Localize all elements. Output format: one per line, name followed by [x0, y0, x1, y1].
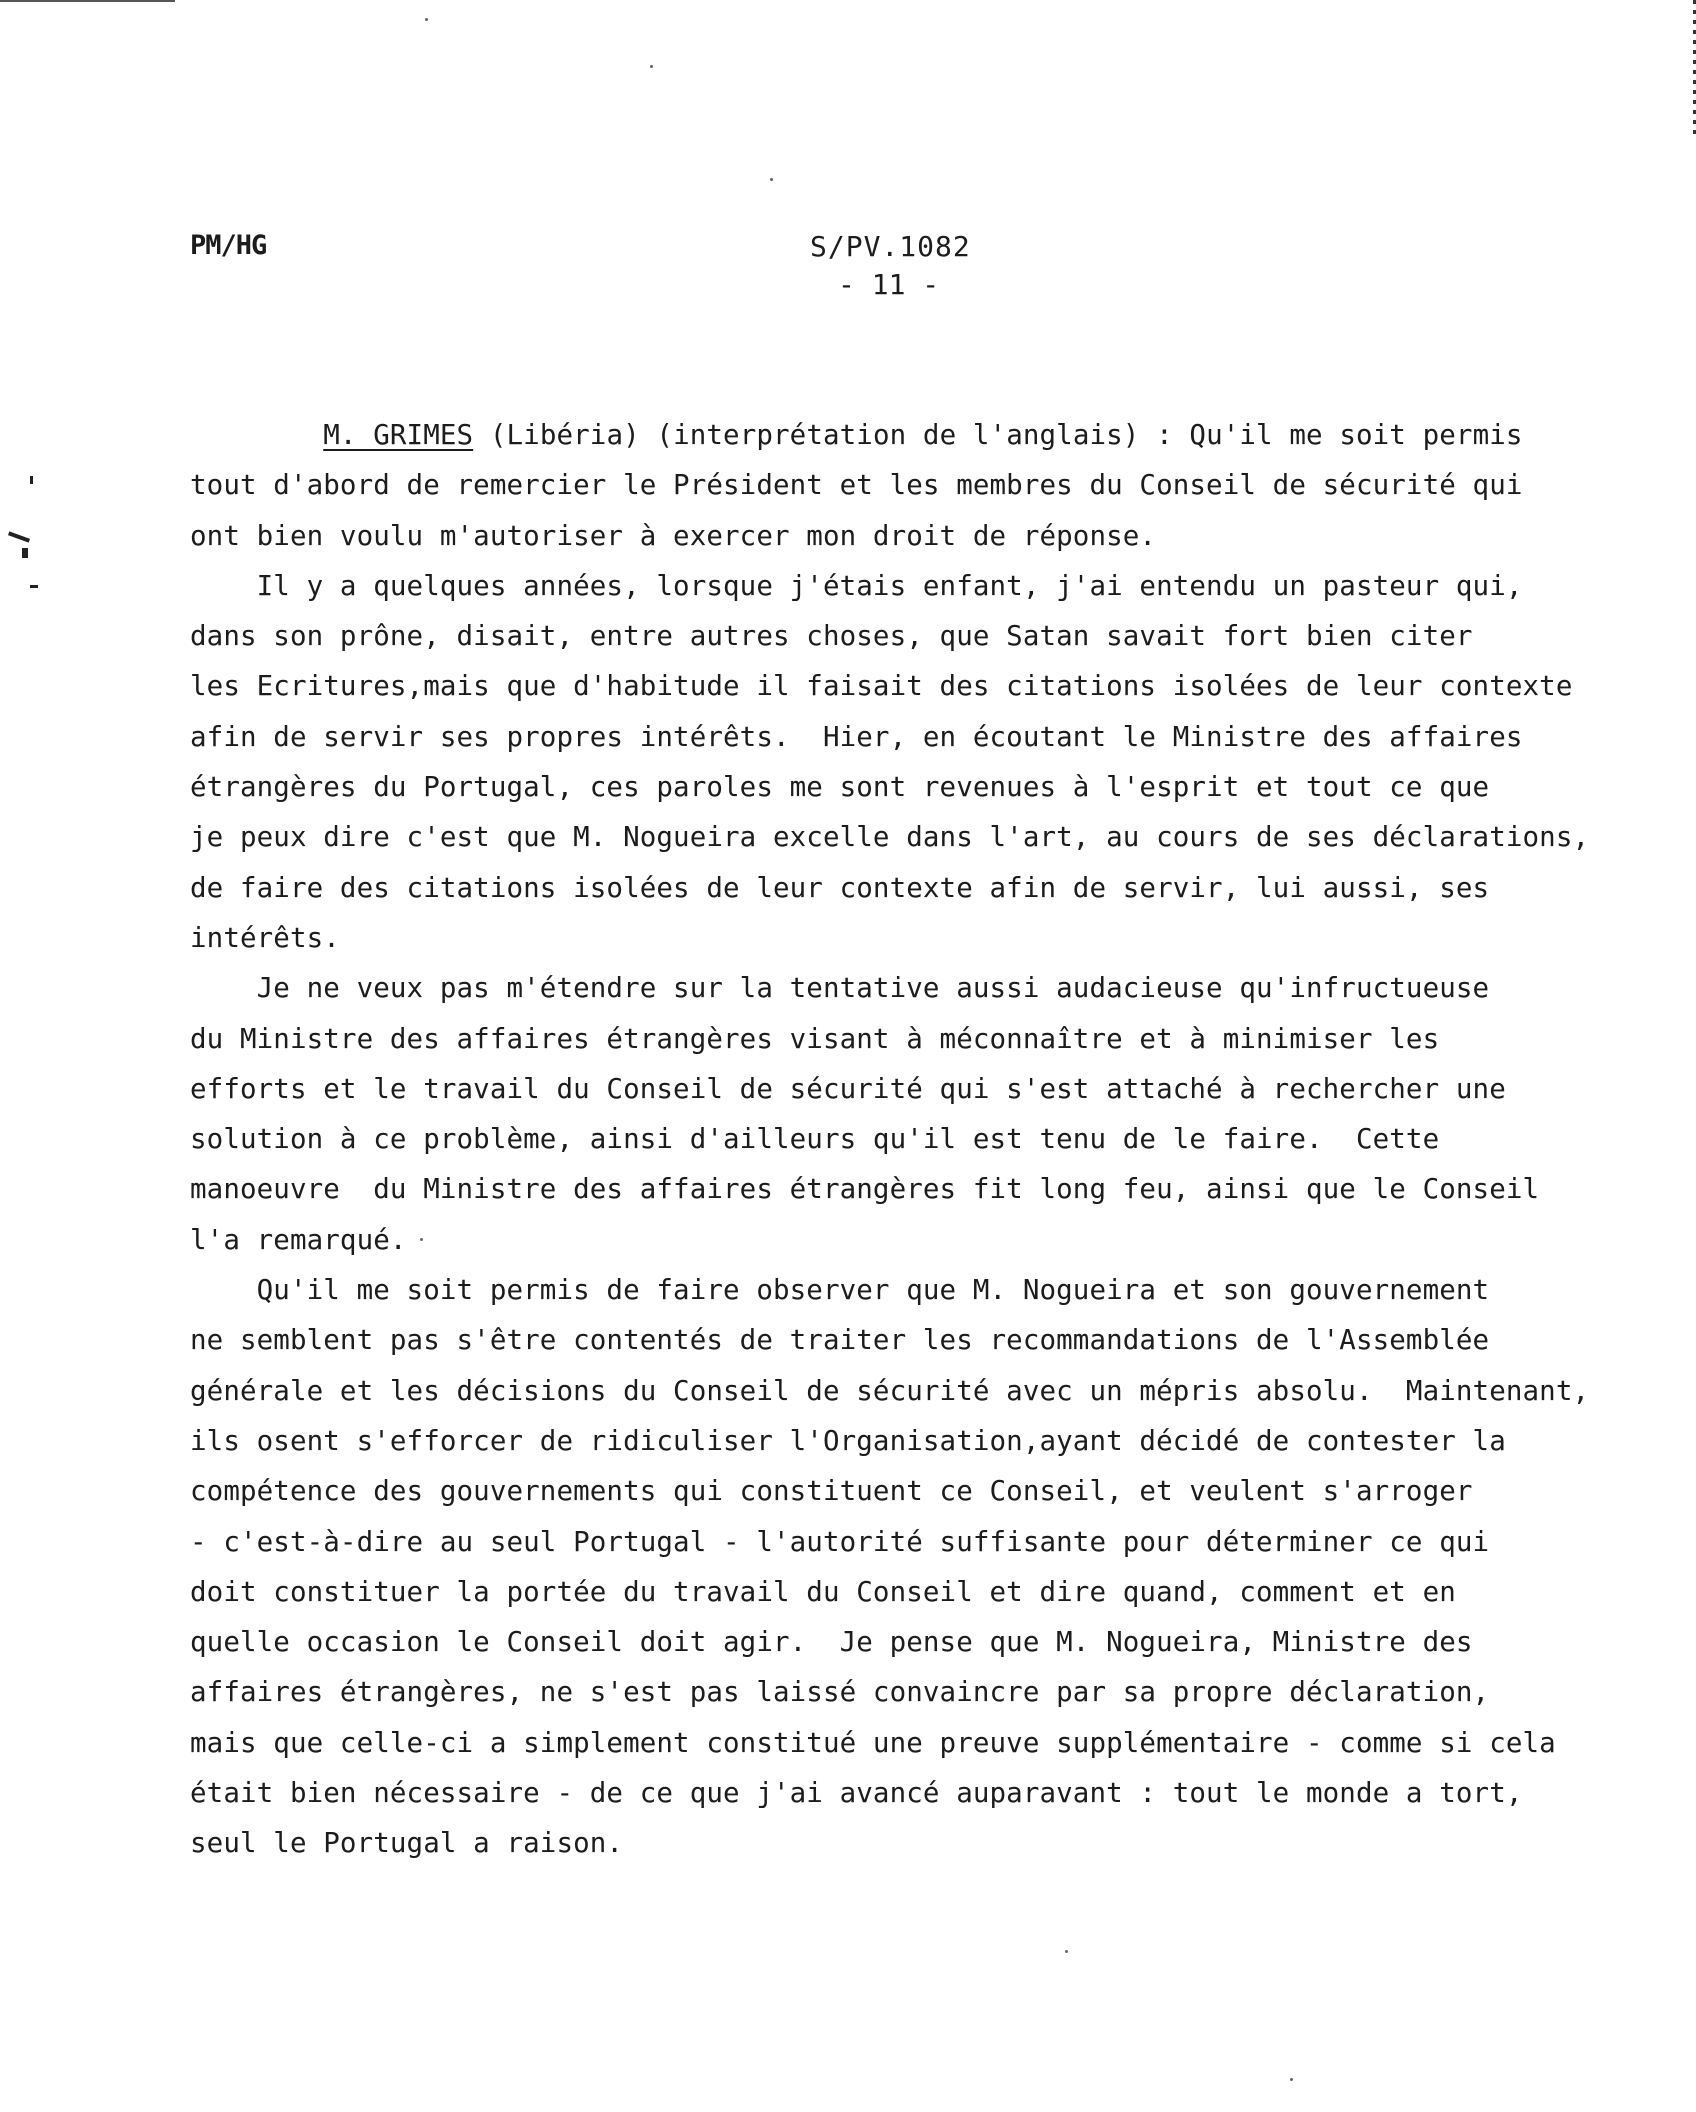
page-number: - 11 -	[838, 268, 940, 301]
speck	[1065, 1950, 1068, 1953]
text-line: compétence des gouvernements qui constituent ce Conseil, et veulent s'arroger	[190, 1475, 1473, 1508]
text-line: Qu'il me soit permis de faire observer que M. Nogueira et son gouvernement	[190, 1274, 1490, 1307]
margin-mark	[30, 476, 33, 484]
text-line: était bien nécessaire - de ce que j'ai avancé auparavant : tout le monde a tort,	[190, 1777, 1523, 1810]
text-line: ont bien voulu m'autoriser à exercer mon droit de réponse.	[190, 519, 1157, 552]
text-line: dans son prône, disait, entre autres choses, que Satan savait fort bien citer	[190, 620, 1473, 653]
text-line: Je ne veux pas m'étendre sur la tentative aussi audacieuse qu'infructueuse	[190, 972, 1490, 1005]
text-line: ne semblent pas s'être contentés de traiter les recommandations de l'Assemblée	[190, 1324, 1490, 1357]
document-symbol: S/PV.1082	[810, 230, 971, 263]
margin-mark	[22, 548, 28, 558]
text-line: je peux dire c'est que M. Nogueira excelle dans l'art, au cours de ses déclarations,	[190, 821, 1590, 854]
text-line: tout d'abord de remercier le Président et les membres du Conseil de sécurité qui	[190, 469, 1523, 502]
body-text	[190, 410, 1610, 1869]
text-line: étrangères du Portugal, ces paroles me sont revenues à l'esprit et tout ce que	[190, 771, 1490, 804]
speaker-name: M. GRIMES	[323, 419, 474, 451]
text-line: l'a remarqué.	[190, 1223, 407, 1256]
top-rule	[0, 0, 175, 2]
text-line: intérêts.	[190, 921, 340, 954]
speck	[650, 65, 653, 68]
text-line: seul le Portugal a raison.	[190, 1827, 624, 1860]
text-line: les Ecritures,mais que d'habitude il faisait des citations isolées de leur contexte	[190, 670, 1573, 703]
text-line: générale et les décisions du Conseil de sécurité avec un mépris absolu. Maintenant,	[190, 1374, 1590, 1407]
line-text: (Libéria) (interprétation de l'anglais) : Qu'il me soit permis	[473, 419, 1523, 451]
document-reference: PM/HG	[190, 230, 267, 261]
margin-mark	[8, 531, 30, 542]
text-line: solution à ce problème, ainsi d'ailleurs qu'il est tenu de le faire. Cette	[190, 1123, 1440, 1156]
speck	[425, 18, 428, 21]
text-line: mais que celle-ci a simplement constitué une preuve supplémentaire - comme si cela	[190, 1726, 1556, 1759]
text-line: du Ministre des affaires étrangères visant à méconnaître et à minimiser les	[190, 1022, 1440, 1055]
text-line: ils osent s'efforcer de ridiculiser l'Organisation,ayant décidé de contester la	[190, 1424, 1506, 1457]
speck	[770, 178, 773, 181]
text-line: afin de servir ses propres intérêts. Hier, en écoutant le Ministre des affaires	[190, 720, 1523, 753]
text-line	[190, 410, 1610, 460]
text-line: affaires étrangères, ne s'est pas laissé convaincre par sa propre déclaration,	[190, 1676, 1490, 1709]
margin-mark	[30, 585, 38, 588]
text-line: Il y a quelques années, lorsque j'étais enfant, j'ai entendu un pasteur qui,	[190, 569, 1523, 602]
text-line: de faire des citations isolées de leur contexte afin de servir, lui aussi, ses	[190, 871, 1490, 904]
text-line: - c'est-à-dire au seul Portugal - l'autorité suffisante pour déterminer ce qui	[190, 1525, 1490, 1558]
speck	[1290, 2078, 1293, 2081]
text-line: doit constituer la portée du travail du Conseil et dire quand, comment et en	[190, 1575, 1456, 1608]
text-line: quelle occasion le Conseil doit agir. Je pense que M. Nogueira, Ministre des	[190, 1626, 1473, 1659]
text-line: efforts et le travail du Conseil de sécurité qui s'est attaché à rechercher une	[190, 1072, 1506, 1105]
text-line: manoeuvre du Ministre des affaires étrangères fit long feu, ainsi que le Conseil	[190, 1173, 1540, 1206]
